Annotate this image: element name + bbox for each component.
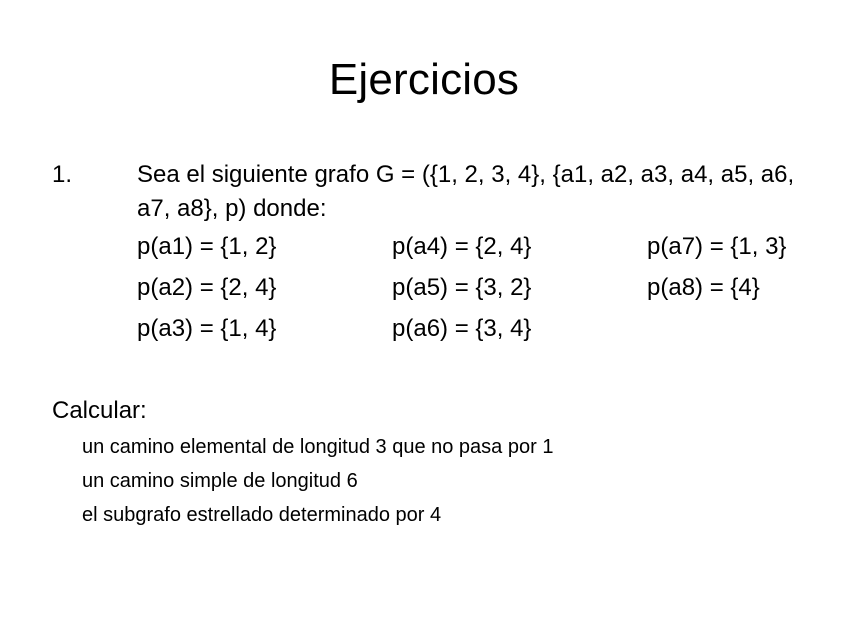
task-item: un camino elemental de longitud 3 que no pasa por 1 [82, 436, 554, 458]
calculate-heading: Calcular: [52, 397, 147, 424]
mapping-a2: p(a2) = {2, 4} [137, 274, 277, 301]
mapping-a3: p(a3) = {1, 4} [137, 315, 277, 342]
exercise-statement: Sea el siguiente grafo G = ({1, 2, 3, 4}, {a1, a2, a3, a4, a5, a6, a7, a8}, p) donde: [137, 161, 795, 222]
exercise-number: 1. [52, 161, 73, 188]
mapping-a5: p(a5) = {3, 2} [392, 274, 532, 301]
task-item: el subgrafo estrellado determinado por 4 [82, 504, 442, 526]
slide-title: Ejercicios [328, 55, 520, 104]
mapping-a1: p(a1) = {1, 2} [137, 233, 277, 260]
mapping-a8: p(a8) = {4} [647, 274, 760, 301]
mapping-a7: p(a7) = {1, 3} [647, 233, 787, 260]
mapping-a4: p(a4) = {2, 4} [392, 233, 532, 260]
mapping-a6: p(a6) = {3, 4} [392, 315, 532, 342]
task-item: un camino simple de longitud 6 [82, 470, 358, 492]
